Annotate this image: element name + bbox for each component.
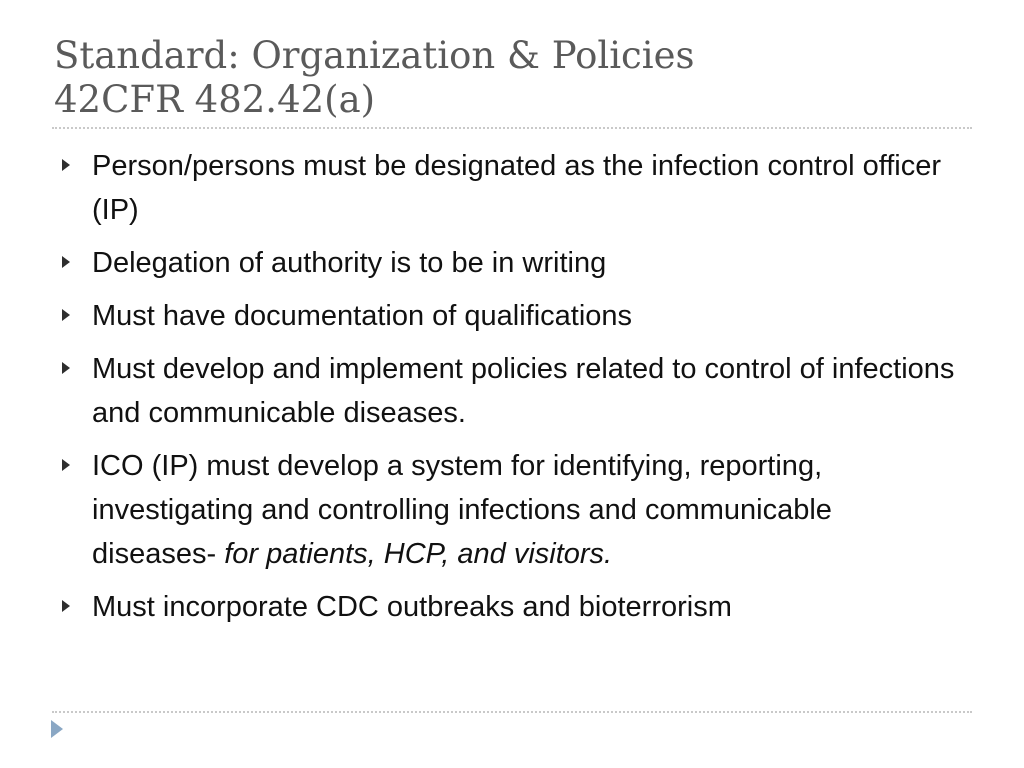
triangle-bullet-icon xyxy=(62,459,70,471)
triangle-bullet-icon xyxy=(62,159,70,171)
bullet-text: Person/persons must be designated as the infection control officer (IP) xyxy=(92,150,942,226)
title-line-1: Standard: Organization & Policies xyxy=(54,34,695,77)
bullet-item xyxy=(58,144,958,232)
footer-divider xyxy=(52,711,972,713)
bullet-item xyxy=(58,585,958,629)
title-divider xyxy=(52,127,972,129)
triangle-bullet-icon xyxy=(62,309,70,321)
triangle-bullet-icon xyxy=(62,362,70,374)
bullet-text xyxy=(92,444,958,576)
title-line-2: 42CFR 482.42(a) xyxy=(54,78,376,121)
triangle-bullet-icon xyxy=(62,600,70,612)
next-slide-arrow-icon[interactable] xyxy=(51,720,63,738)
slide-title xyxy=(54,34,954,122)
bullet-list xyxy=(58,144,958,638)
bullet-text: Must have documentation of qualifications xyxy=(92,300,633,332)
bullet-text: Delegation of authority is to be in writing xyxy=(92,247,607,279)
bullet-item xyxy=(58,444,958,576)
bullet-item xyxy=(58,294,958,338)
bullet-item xyxy=(58,347,958,435)
bullet-text: Must incorporate CDC outbreaks and bioterrorism xyxy=(92,591,732,623)
triangle-bullet-icon xyxy=(62,256,70,268)
bullet-text-main: ICO (IP) must develop a system for identifying, reporting, investigating and controlling infections and communicable diseases- xyxy=(92,450,832,570)
bullet-text: Must develop and implement policies related to control of infections and communicable diseases. xyxy=(92,353,955,429)
bullet-text-italic: for patients, HCP, and visitors. xyxy=(224,538,613,570)
bullet-item xyxy=(58,241,958,285)
